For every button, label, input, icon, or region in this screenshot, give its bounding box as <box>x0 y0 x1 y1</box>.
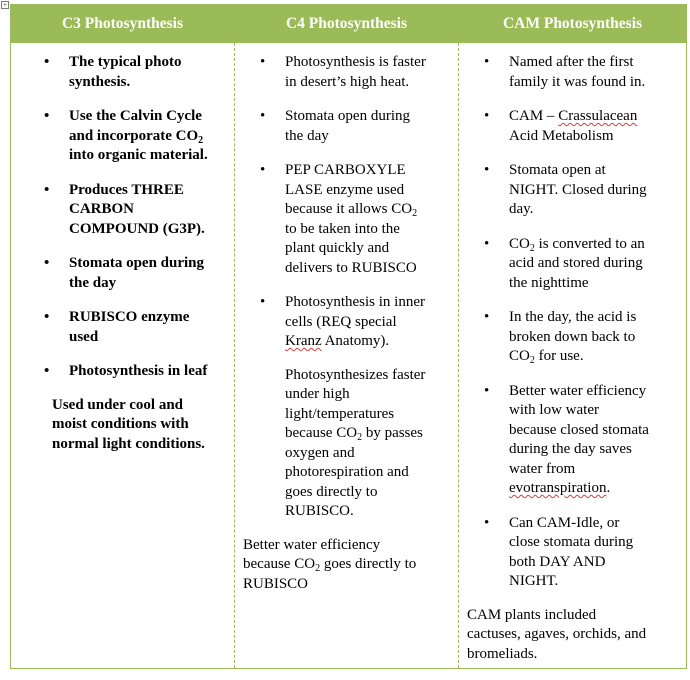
text-line: the day <box>69 274 117 291</box>
text-line: CAM – Crassulacean <box>509 108 638 124</box>
text-line: because $CO_2$ goes directly to <box>243 556 417 574</box>
text-line: the nighttime <box>509 274 589 291</box>
c4-column[interactable] <box>235 43 459 669</box>
text-line: LASE enzyme used <box>285 181 405 198</box>
text-line: oxygen and <box>285 444 355 461</box>
bullet-icon: • <box>44 309 50 325</box>
text-line: $CO_2$ is converted to an <box>509 235 645 254</box>
text-line: Stomata open at <box>509 162 606 178</box>
text-line: under high <box>285 386 350 402</box>
text-line: into organic material. <box>69 147 208 163</box>
text-line: COMPOUND (G3P). <box>69 220 205 237</box>
text-line: Produces THREE <box>69 181 184 198</box>
text-line: normal light conditions. <box>52 435 205 452</box>
text-line: In the day, the acid is <box>509 309 637 325</box>
list-item <box>235 161 458 278</box>
list-item <box>11 53 234 92</box>
c3-column[interactable] <box>11 43 235 669</box>
bullet-icon: • <box>484 235 490 252</box>
header-cam: CAM Photosynthesis <box>459 5 687 43</box>
text-line: PEP CARBOXYLE <box>285 162 406 178</box>
text-line: during the day saves <box>509 441 632 457</box>
text-line: Can CAM-Idle, or <box>509 514 620 531</box>
bullet-icon: • <box>260 162 266 178</box>
text-line: NIGHT. Closed during <box>509 181 647 198</box>
text-line: plant quickly and <box>285 240 390 256</box>
header-c3: C3 Photosynthesis <box>11 5 235 43</box>
text-line: the day <box>285 127 329 144</box>
bullet-icon: • <box>484 162 490 178</box>
c3-note <box>11 396 234 455</box>
cam-column[interactable] <box>459 43 687 669</box>
text-line: cactuses, agaves, orchids, and <box>467 626 647 642</box>
continuation-paragraph <box>235 366 458 522</box>
list-item <box>459 235 686 294</box>
text-line: day. <box>509 201 534 217</box>
header-row <box>11 5 687 43</box>
text-line: $CO_2$ for use. <box>509 348 584 366</box>
text-line: Use the Calvin Cycle <box>69 108 202 124</box>
header-c4: C4 Photosynthesis <box>235 5 459 43</box>
bullet-icon: • <box>44 363 50 379</box>
text-line: RUBISCO <box>243 575 309 592</box>
text-line: both DAY AND <box>509 553 606 570</box>
list-item <box>235 293 458 352</box>
text-line: to be taken into the <box>285 220 400 237</box>
text-line: Photosynthesis in inner <box>285 294 426 310</box>
text-line: with low water <box>509 402 599 418</box>
list-item <box>459 161 686 220</box>
bullet-icon: • <box>44 108 50 124</box>
text-line: and incorporate $CO_2$ <box>69 127 204 146</box>
c4-note <box>235 536 458 595</box>
text-line: Stomata open during <box>285 108 410 124</box>
text-line: Kranz Anatomy). <box>285 333 390 349</box>
text-line: Stomata open during <box>69 255 205 271</box>
table-move-handle[interactable]: + <box>1 1 9 9</box>
text-line: CARBON <box>69 201 135 217</box>
bullet-icon: • <box>484 108 490 124</box>
text-line: bromeliads. <box>467 645 538 662</box>
text-line: because it allows $CO_2$ <box>285 201 418 219</box>
list-item <box>459 53 686 92</box>
cam-bullet-list <box>459 43 686 592</box>
text-line: Acid Metabolism <box>509 127 614 144</box>
text-line: moist conditions with <box>52 416 189 432</box>
text-line: RUBISCO. <box>285 503 354 519</box>
cam-note <box>459 606 686 665</box>
list-item <box>235 53 458 92</box>
text-line: delivers to RUBISCO <box>285 259 417 276</box>
bullet-icon: • <box>44 255 50 271</box>
list-item <box>459 514 686 592</box>
bullet-icon: • <box>260 54 266 70</box>
text-line: Photosynthesizes faster <box>285 366 426 383</box>
text-line: Better water efficiency <box>509 382 647 399</box>
text-line: evotranspiration. <box>509 480 611 496</box>
text-line: family it was found in. <box>509 73 646 90</box>
text-line: acid and stored during <box>509 255 643 271</box>
bullet-icon: • <box>484 382 490 399</box>
text-line: Photosynthesis in leaf <box>69 363 208 379</box>
bullet-icon: • <box>484 514 490 531</box>
text-line: broken down back to <box>509 328 636 345</box>
list-item <box>11 107 234 166</box>
text-line: Better water efficiency <box>243 536 381 553</box>
text-line: Named after the first <box>509 54 634 70</box>
list-item <box>235 107 458 146</box>
list-item <box>459 308 686 367</box>
text-line: Used under cool and <box>52 396 184 413</box>
bullet-icon: • <box>44 54 50 70</box>
bullet-icon: • <box>484 309 490 325</box>
content-row <box>11 43 687 669</box>
text-line: The typical photo <box>69 54 182 70</box>
list-item <box>459 107 686 146</box>
c4-bullet-list <box>235 43 458 352</box>
photosynthesis-comparison-table <box>10 4 687 669</box>
text-line: used <box>69 328 99 345</box>
list-item <box>459 382 686 499</box>
text-line: water from <box>509 460 576 477</box>
text-line: because closed stomata <box>509 421 649 438</box>
list-item <box>11 181 234 240</box>
text-line: in desert’s high heat. <box>285 73 410 90</box>
text-line: synthesis. <box>69 73 131 90</box>
c3-bullet-list <box>11 43 234 382</box>
text-line: photorespiration and <box>285 464 409 480</box>
list-item <box>11 362 234 382</box>
spellcheck-underline: Crassulacean <box>558 108 638 124</box>
text-line: light/temperatures <box>285 405 395 422</box>
text-line: NIGHT. <box>509 573 559 589</box>
bullet-icon: • <box>44 181 50 198</box>
list-item <box>11 254 234 293</box>
bullet-icon: • <box>260 108 266 124</box>
text-line: CAM plants included <box>467 606 597 623</box>
spellcheck-underline: Kranz <box>285 333 322 349</box>
text-line: close stomata during <box>509 534 634 550</box>
text-line: cells (REQ special <box>285 313 397 330</box>
bullet-icon: • <box>484 54 490 70</box>
bullet-icon: • <box>260 294 266 310</box>
list-item <box>11 308 234 347</box>
text-line: goes directly to <box>285 483 378 500</box>
text-line: Photosynthesis is faster <box>285 54 426 70</box>
text-line: because $CO_2$ by passes <box>285 425 423 443</box>
text-line: RUBISCO enzyme <box>69 309 190 325</box>
spellcheck-underline: evotranspiration <box>509 480 607 496</box>
